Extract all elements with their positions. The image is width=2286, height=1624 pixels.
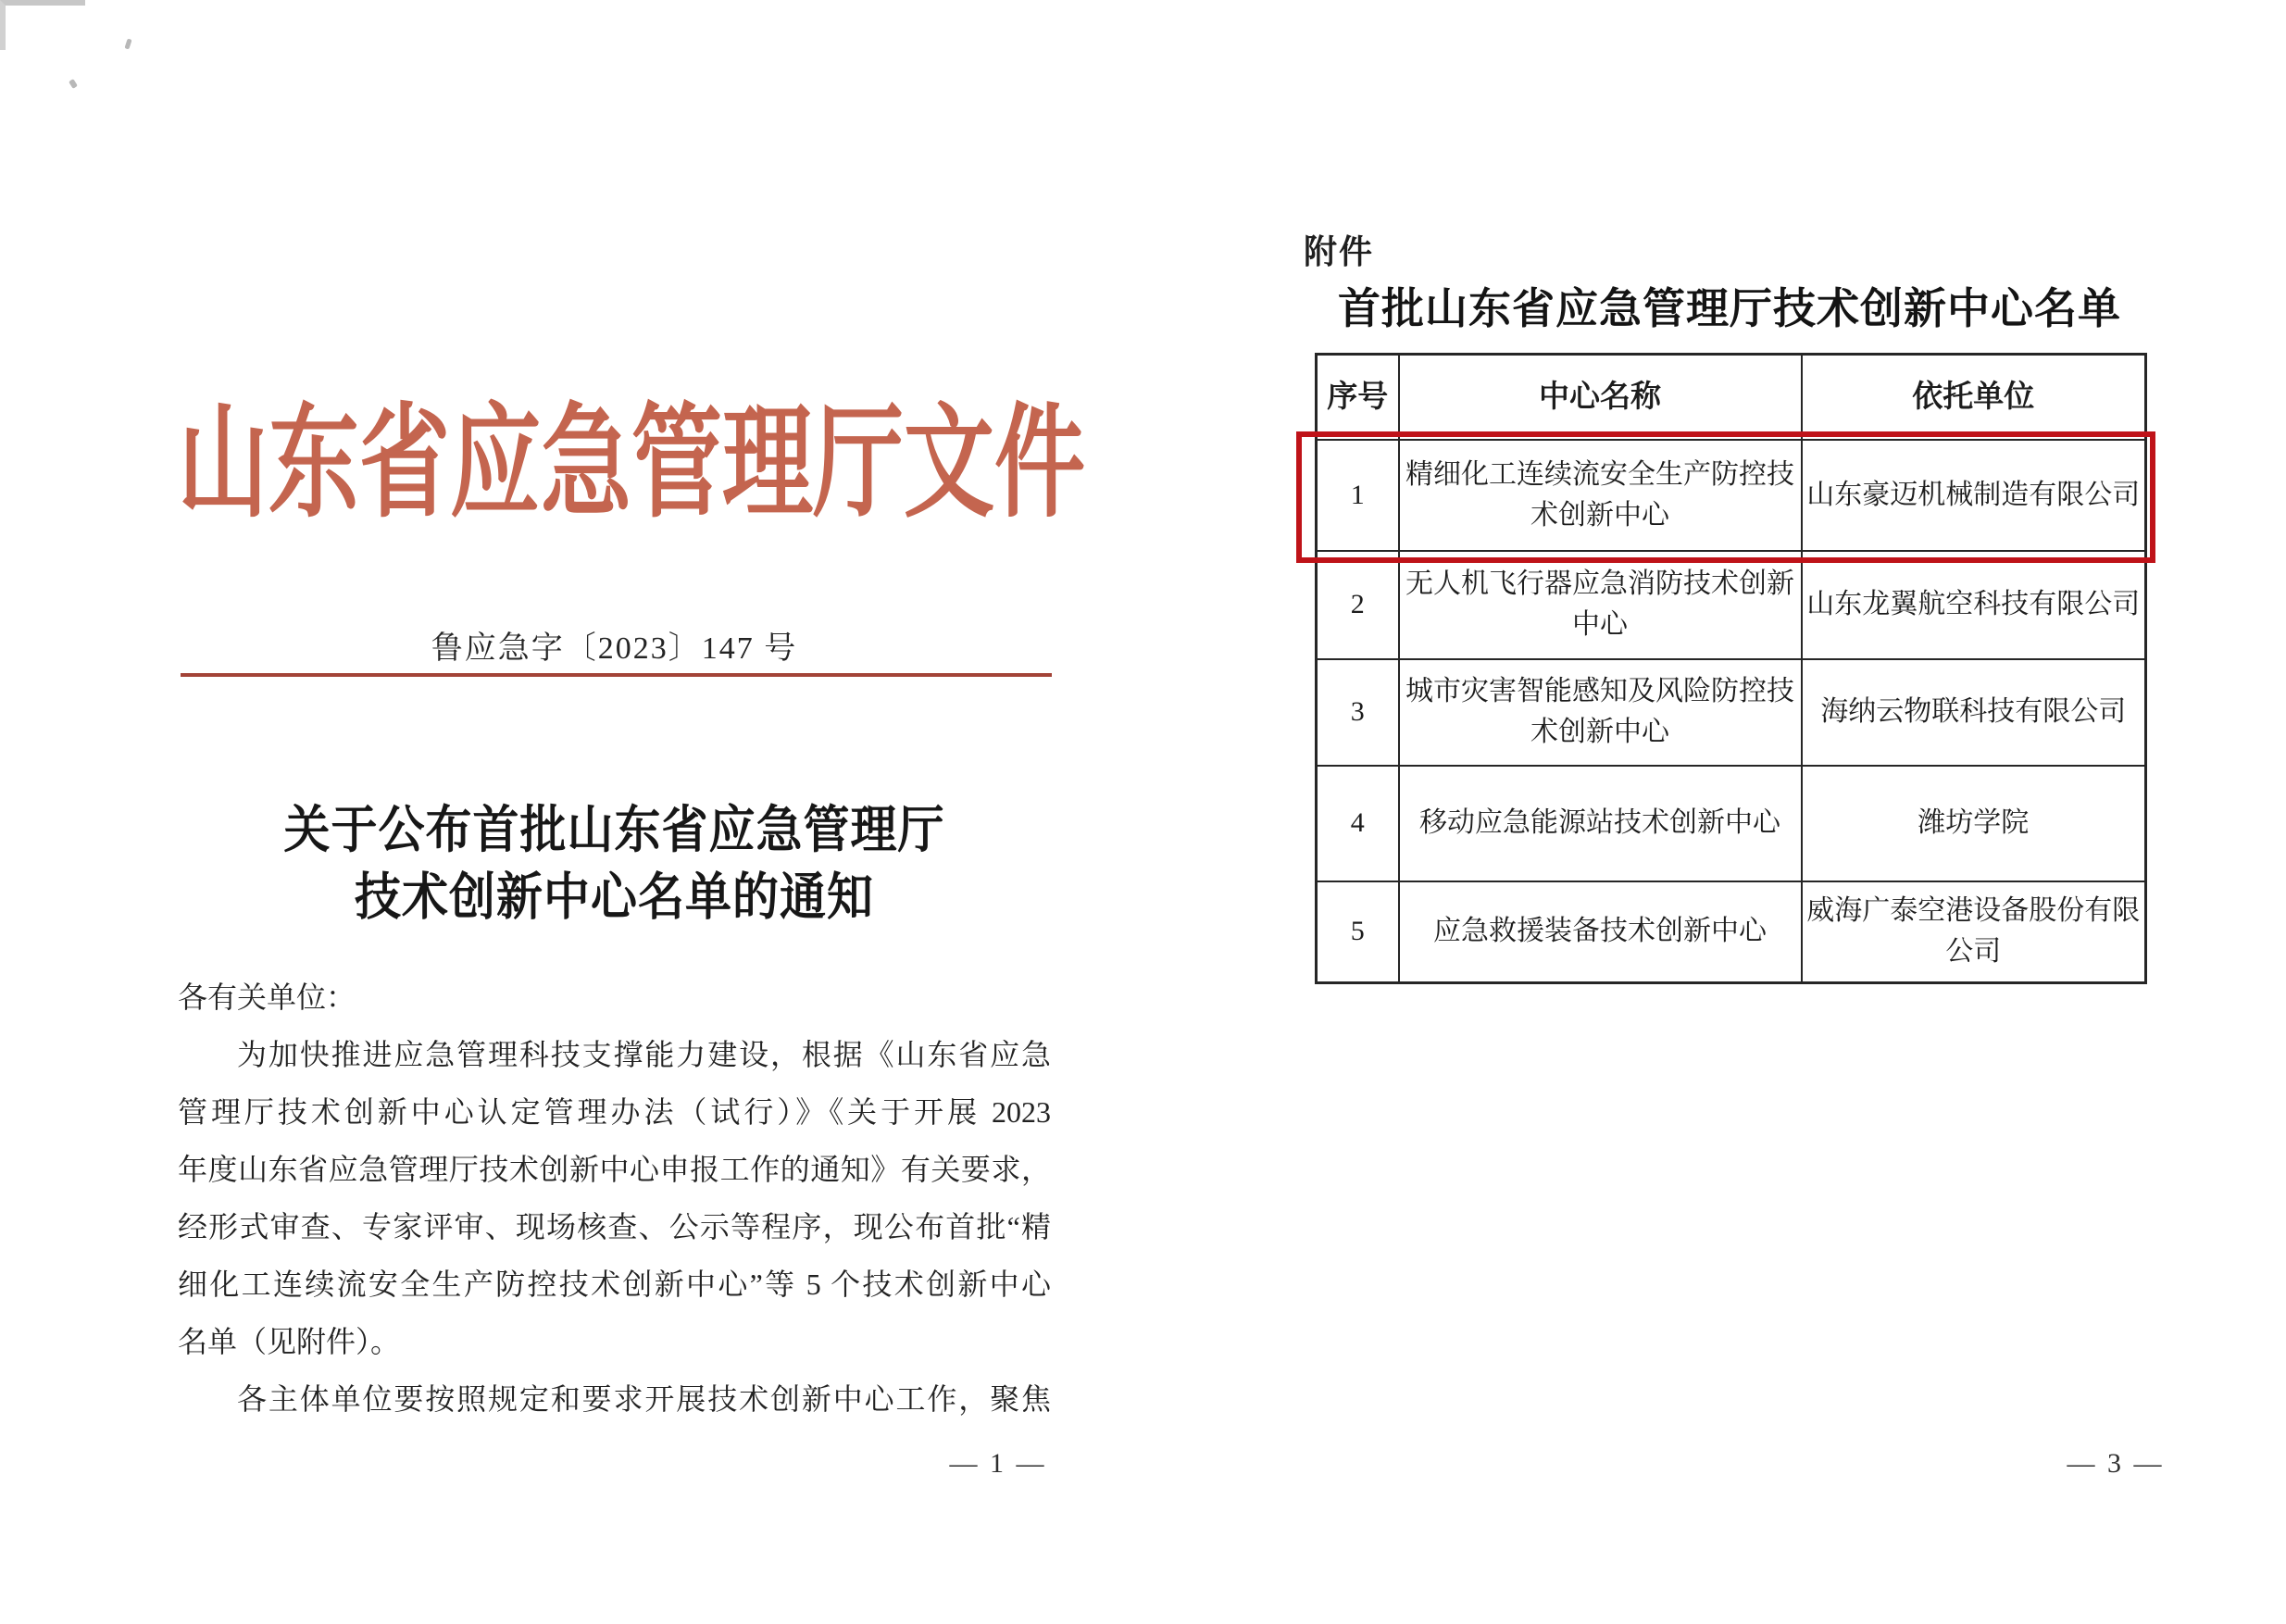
cell-center-name: 应急救援装备技术创新中心 (1399, 881, 1802, 983)
table-row (1317, 551, 2146, 659)
scan-corner-artifact (0, 0, 85, 50)
cell-center-name: 无人机飞行器应急消防技术创新中心 (1399, 551, 1802, 659)
table-row (1317, 766, 2146, 881)
cell-seq: 1 (1317, 440, 1399, 551)
letterhead-title: 山东省应急管理厅文件 (178, 396, 1086, 533)
notice-title-line1: 关于公布首批山东省应急管理厅 (283, 801, 945, 859)
cell-center-name: 城市灾害智能感知及风险防控技术创新中心 (1399, 659, 1802, 766)
salutation: 各有关单位： (178, 981, 356, 1014)
notice-body (178, 968, 1051, 1428)
page-number-1: — 1 — (949, 1448, 1047, 1479)
body-line: 细化工连续流安全生产防控技术创新中心”等 5 个技术创新中心 (178, 1268, 1051, 1301)
notice-title (178, 796, 1051, 931)
header-seq: 序号 (1317, 355, 1399, 440)
cell-org: 威海广泰空港设备股份有限公司 (1802, 881, 2146, 983)
cell-org: 海纳云物联科技有限公司 (1802, 659, 2146, 766)
cell-seq: 2 (1317, 551, 1399, 659)
header-center-name: 中心名称 (1399, 355, 1802, 440)
cell-center-name: 移动应急能源站技术创新中心 (1399, 766, 1802, 881)
body-line: 为加快推进应急管理科技支撑能力建设，根据《山东省应急 (237, 1038, 1051, 1071)
page-number-3: — 3 — (2067, 1448, 2165, 1479)
cell-seq: 5 (1317, 881, 1399, 983)
body-line: 名单（见附件）。 (178, 1325, 401, 1358)
innovation-centers-table (1315, 353, 2147, 984)
document-number: 鲁应急字〔2023〕147 号 (431, 631, 798, 666)
attachment-label: 附件 (1304, 233, 1375, 270)
header-org: 依托单位 (1802, 355, 2146, 440)
cell-center-name: 精细化工连续流安全生产防控技术创新中心 (1399, 440, 1802, 551)
cell-seq: 4 (1317, 766, 1399, 881)
attachment-table-title: 首批山东省应急管理厅技术创新中心名单 (1338, 285, 2121, 332)
cell-org: 山东豪迈机械制造有限公司 (1802, 440, 2146, 551)
table-row (1317, 881, 2146, 983)
cell-seq: 3 (1317, 659, 1399, 766)
body-line: 各主体单位要按照规定和要求开展技术创新中心工作，聚焦 (237, 1382, 1051, 1416)
scan-speck (69, 79, 78, 89)
notice-title-line2: 技术创新中心名单的通知 (355, 868, 874, 926)
table-row (1317, 659, 2146, 766)
cell-org: 潍坊学院 (1802, 766, 2146, 881)
red-divider-rule (181, 673, 1052, 677)
cell-org: 山东龙翼航空科技有限公司 (1802, 551, 2146, 659)
scan-speck (124, 38, 131, 49)
table-row (1317, 440, 2146, 551)
table-header-row (1317, 355, 2146, 440)
body-line: 经形式审查、专家评审、现场核查、公示等程序，现公布首批“精 (178, 1210, 1051, 1243)
body-line: 管理厅技术创新中心认定管理办法（试行）》《关于开展 2023 (178, 1095, 1051, 1129)
body-line: 年度山东省应急管理厅技术创新中心申报工作的通知》有关要求， (178, 1153, 1051, 1186)
